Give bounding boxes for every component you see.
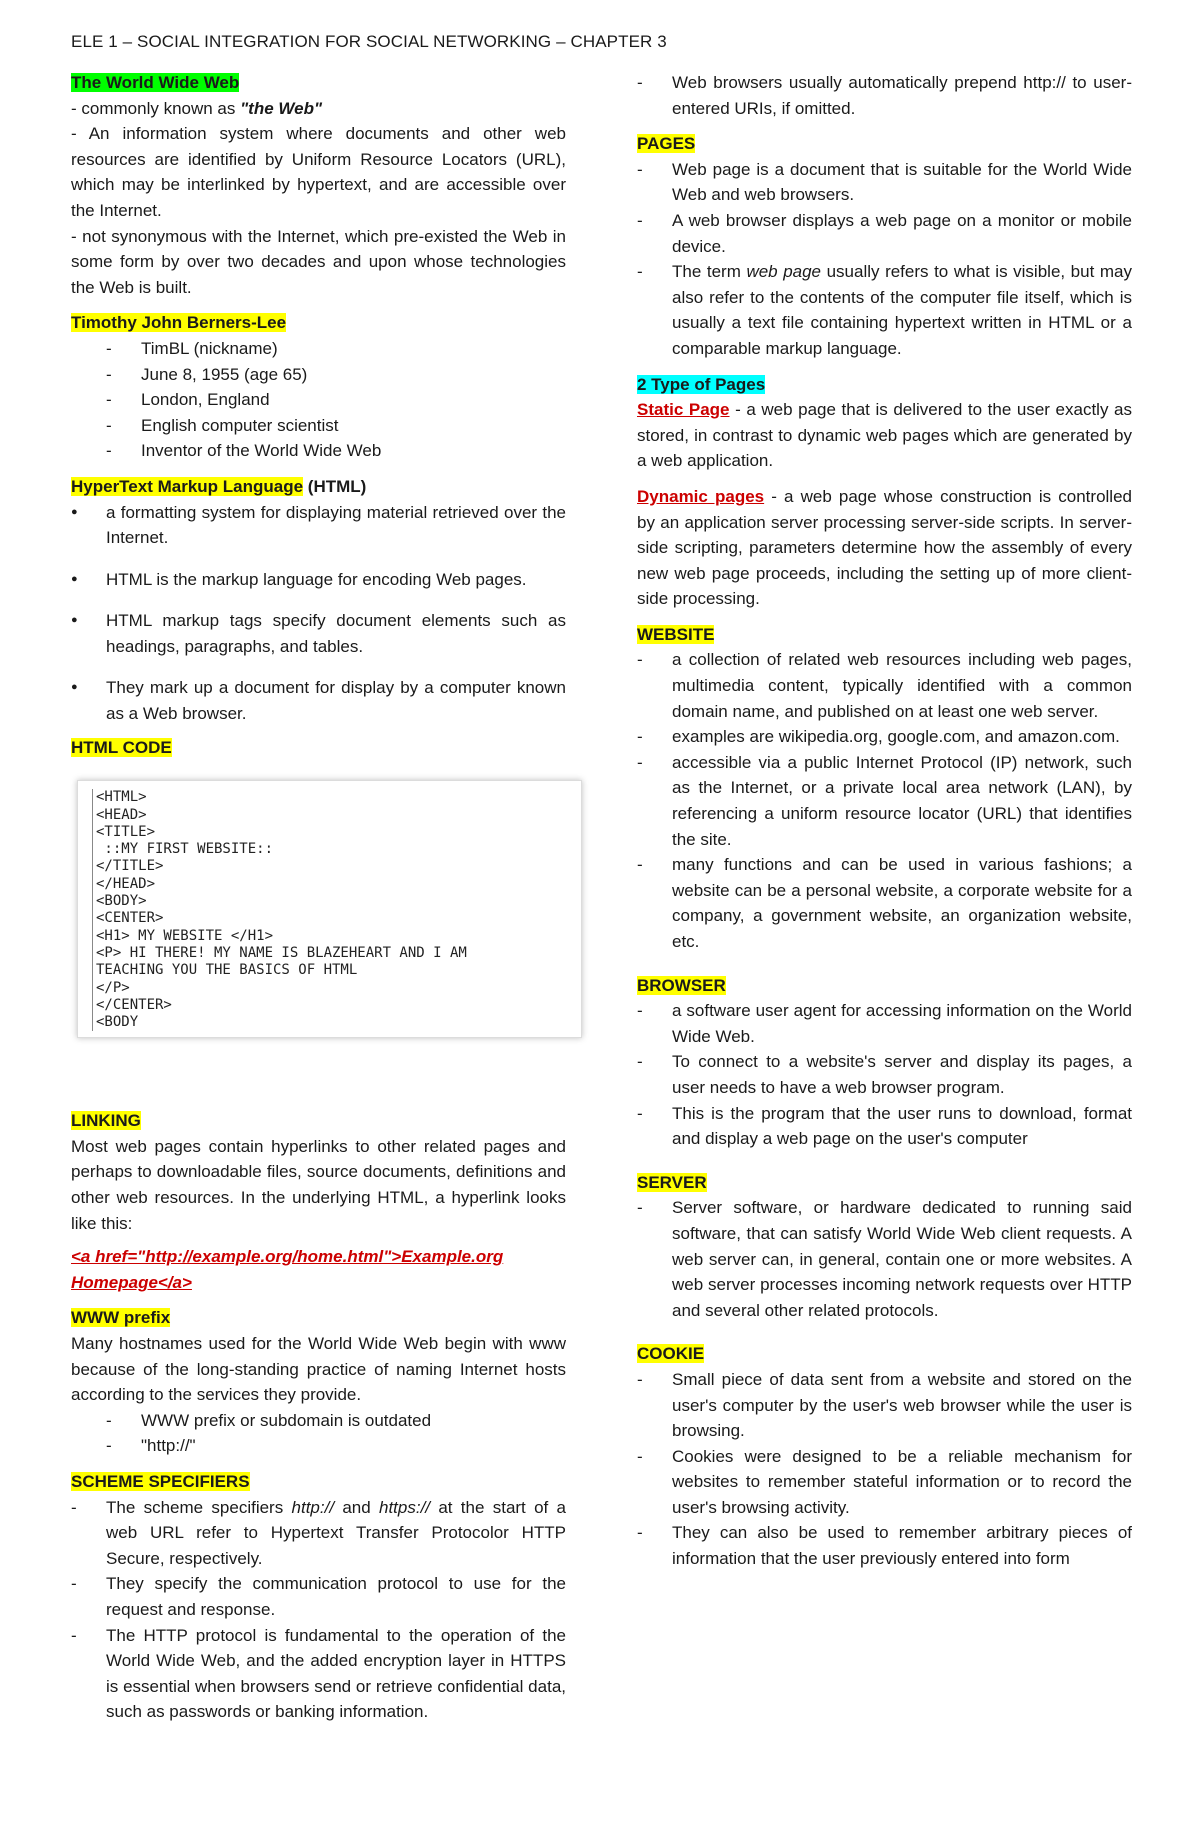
list-item: - Small piece of data sent from a website and stored on the user's computer by the user's web browser while the user is browsing.: [637, 1367, 1132, 1444]
html-code-screenshot: [77, 780, 582, 1038]
static-page-def: Static Page - a web page that is delivered to the user exactly as stored, in contrast to dynamic web pages which are generated by a web application.: [637, 400, 1132, 471]
www-heading: The World Wide Web: [71, 73, 240, 92]
types-heading: 2 Type of Pages: [637, 374, 766, 394]
www-para3: - not synonymous with the Internet, which pre-existed the Web in some form by over two decades and upon whose technologies the Web is built.: [71, 226, 566, 297]
left-column: [71, 70, 566, 1725]
linking-body: Most web pages contain hyperlinks to other related pages and perhaps to downloadable files, source documents, definitions and other web resources. In the underlying HTML, a hyperlink looks like this:: [71, 1136, 566, 1233]
list-item: - They specify the communication protocol to use for the request and response.: [71, 1571, 566, 1622]
list-item: ● a formatting system for displaying material retrieved over the Internet.: [71, 500, 566, 551]
list-item: - Web page is a document that is suitable for the World Wide Web and web browsers.: [637, 157, 1132, 208]
list-item: ● HTML is the markup language for encoding Web pages.: [71, 567, 566, 593]
list-item: - The term web page usually refers to what is visible, but may also refer to the contents of the computer file itself, which is usually a text file containing hypertext written in HTML or a comparable markup language.: [637, 259, 1132, 361]
html-code-text: <HTML> <HEAD> <TITLE> ::MY FIRST WEBSITE:: </TITLE> </HEAD> <BODY> <CENTER> <H1> MY WEBSITE </H1> <P> HI THERE! MY NAME IS BLAZEHEART AND I AM TEACHING YOU THE BASICS OF HTML </P> </CENTER> <BODY: [92, 789, 567, 1031]
list-item: - Inventor of the World Wide Web: [71, 438, 566, 464]
pages-list: [637, 157, 1132, 362]
list-item: - TimBL (nickname): [71, 336, 566, 362]
www-para2: - An information system where documents and other web resources are identified by Uniform Resource Locators (URL), which may be interlinked by hypertext, and are accessible over the Internet.: [71, 124, 566, 220]
www-prefix-heading: WWW prefix: [71, 1308, 171, 1328]
list-item: - accessible via a public Internet Protocol (IP) network, such as the Internet, or a private local area network (LAN), by referencing a uniform resource locator (URL) that identifies the site.: [637, 750, 1132, 852]
scheme-heading: SCHEME SPECIFIERS: [71, 1471, 250, 1491]
list-item: - Web browsers usually automatically prepend http:// to user-entered URIs, if omitted.: [637, 70, 1132, 121]
www-prefix-body: Many hostnames used for the World Wide Web begin with www because of the long-standing practice of naming Internet hosts according to the services they provide.: [71, 1334, 566, 1405]
list-item: - They can also be used to remember arbitrary pieces of information that the user previously entered into form: [637, 1520, 1132, 1571]
list-item: - examples are wikipedia.org, google.com, and amazon.com.: [637, 724, 1132, 750]
www-prefix-list: [71, 1408, 566, 1459]
list-item: - English computer scientist: [71, 413, 566, 439]
list-item: - Server software, or hardware dedicated to running said software, that can satisfy World Wide Web client requests. A web server can, in general, contain one or more websites. A web server processes incoming network requests over HTTP and several other related protocols.: [637, 1195, 1132, 1323]
tbl-list: [71, 336, 566, 464]
www-line1: - commonly known as "the Web": [71, 98, 323, 118]
html-bullets: [71, 500, 566, 727]
browser-heading: BROWSER: [637, 975, 726, 995]
tbl-heading: Timothy John Berners-Lee: [71, 313, 287, 333]
dynamic-page-def: Dynamic pages - a web page whose construction is controlled by an application server processing server-side scripts. In server-side scripting, parameters determine how the assembly of every new web page proceeds, including the setting up of more client-side processing.: [637, 486, 1132, 609]
server-list: [637, 1195, 1132, 1323]
page-header: ELE 1 – SOCIAL INTEGRATION FOR SOCIAL NETWORKING – CHAPTER 3: [71, 32, 667, 51]
list-item: - many functions and can be used in various fashions; a website can be a personal website, a corporate website for a company, a government website, an organization website, etc.: [637, 852, 1132, 954]
scheme-list: [71, 1495, 566, 1725]
server-heading: SERVER: [637, 1172, 707, 1192]
list-item: - This is the program that the user runs to download, format and display a web page on the user's computer: [637, 1101, 1132, 1152]
list-item: - Cookies were designed to be a reliable mechanism for websites to remember stateful information or to record the user's browsing activity.: [637, 1444, 1132, 1521]
list-item: - "http://": [71, 1433, 566, 1459]
list-item: - The HTTP protocol is fundamental to the operation of the World Wide Web, and the added encryption layer in HTTPS is essential when browsers send or retrieve confidential data, such as passwords or banking information.: [71, 1623, 566, 1725]
linking-example: <a href="http://example.org/home.html">Example.org Homepage</a>: [71, 1247, 504, 1292]
scheme-list-continued: [637, 70, 1132, 121]
list-item: - a software user agent for accessing information on the World Wide Web.: [637, 998, 1132, 1049]
cookie-list: [637, 1367, 1132, 1572]
right-column: [637, 70, 1132, 1572]
list-item: - WWW prefix or subdomain is outdated: [71, 1408, 566, 1434]
list-item: - a collection of related web resources including web pages, multimedia content, typically identified with a common domain name, and published on at least one web server.: [637, 647, 1132, 724]
list-item: - To connect to a website's server and display its pages, a user needs to have a web browser program.: [637, 1049, 1132, 1100]
list-item: ● HTML markup tags specify document elements such as headings, paragraphs, and tables.: [71, 608, 566, 659]
list-item: - The scheme specifiers http:// and https:// at the start of a web URL refer to Hypertext Transfer Protocolor HTTP Secure, respectively.: [71, 1495, 566, 1572]
list-item: - London, England: [71, 387, 566, 413]
browser-list: [637, 998, 1132, 1152]
html-heading: HyperText Markup Language (HTML): [71, 476, 367, 496]
pages-heading: PAGES: [637, 134, 696, 154]
linking-heading: LINKING: [71, 1111, 141, 1131]
website-heading: WEBSITE: [637, 624, 715, 644]
list-item: - A web browser displays a web page on a monitor or mobile device.: [637, 208, 1132, 259]
website-list: [637, 647, 1132, 954]
list-item: - June 8, 1955 (age 65): [71, 362, 566, 388]
cookie-heading: COOKIE: [637, 1344, 705, 1364]
html-code-heading: HTML CODE: [71, 737, 172, 757]
list-item: ● They mark up a document for display by a computer known as a Web browser.: [71, 675, 566, 726]
